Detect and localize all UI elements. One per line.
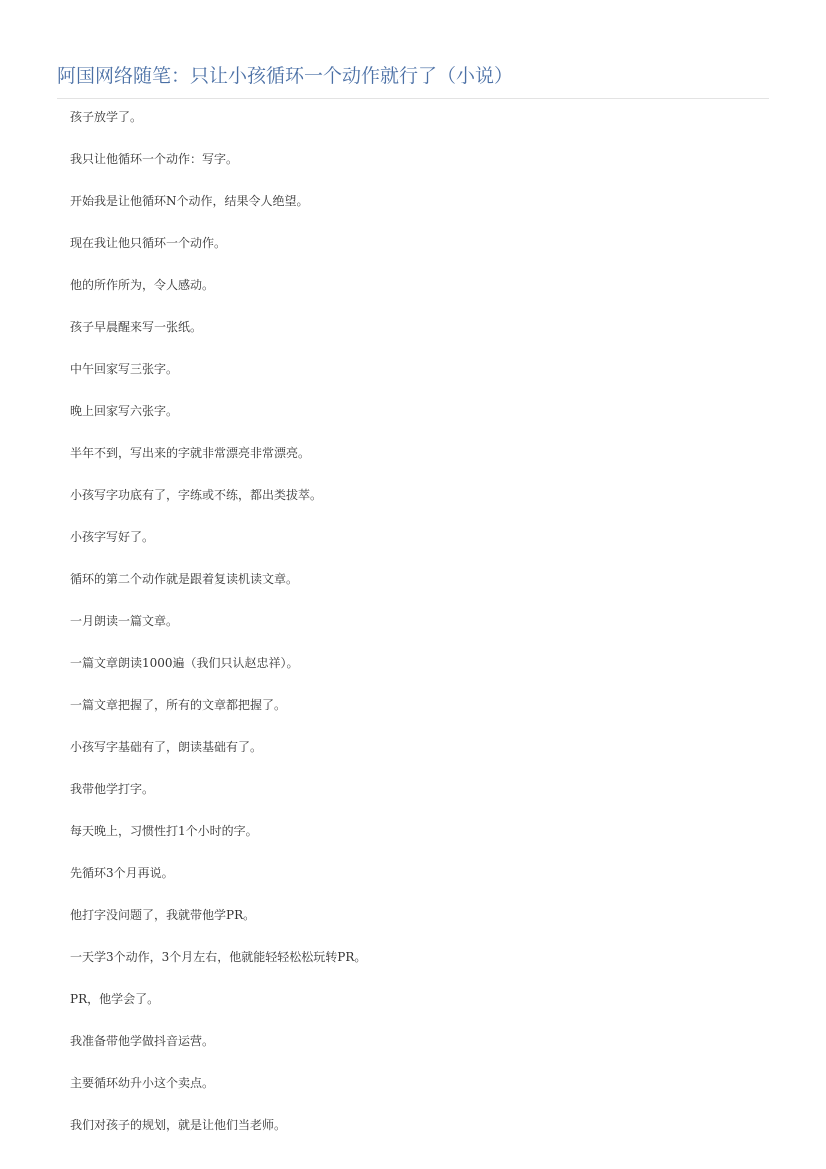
paragraph: 我准备带他学做抖音运营。 bbox=[70, 1034, 215, 1048]
paragraph: 循环的第二个动作就是跟着复读机读文章。 bbox=[70, 572, 299, 586]
paragraph: 小孩写字功底有了，字练或不练，都出类拔萃。 bbox=[70, 488, 323, 502]
paragraph: 一篇文章朗读1000遍（我们只认赵忠祥）。 bbox=[70, 656, 299, 670]
title-divider bbox=[57, 98, 769, 99]
paragraph: 一月朗读一篇文章。 bbox=[70, 614, 179, 628]
paragraph: 我只让他循环一个动作：写字。 bbox=[70, 152, 239, 166]
paragraph: 小孩字写好了。 bbox=[70, 530, 155, 544]
paragraph: 现在我让他只循环一个动作。 bbox=[70, 236, 227, 250]
paragraph: 他的所作所为，令人感动。 bbox=[70, 278, 215, 292]
paragraph: 一篇文章把握了，所有的文章都把握了。 bbox=[70, 698, 287, 712]
paragraph: 先循环3个月再说。 bbox=[70, 866, 174, 880]
paragraph: 主要循环幼升小这个卖点。 bbox=[70, 1076, 215, 1090]
paragraph: 半年不到，写出来的字就非常漂亮非常漂亮。 bbox=[70, 446, 311, 460]
paragraph: 他打字没问题了，我就带他学PR。 bbox=[70, 908, 256, 922]
paragraph: PR，他学会了。 bbox=[70, 992, 160, 1006]
paragraph: 我们对孩子的规划，就是让他们当老师。 bbox=[70, 1118, 287, 1132]
paragraph: 中午回家写三张字。 bbox=[70, 362, 179, 376]
paragraph: 开始我是让他循环N个动作，结果令人绝望。 bbox=[70, 194, 309, 208]
paragraph: 孩子早晨醒来写一张纸。 bbox=[70, 320, 203, 334]
paragraph: 一天学3个动作，3个月左右，他就能轻轻松松玩转PR。 bbox=[70, 950, 367, 964]
paragraph: 小孩写字基础有了，朗读基础有了。 bbox=[70, 740, 263, 754]
article-title: 阿国网络随笔：只让小孩循环一个动作就行了（小说） bbox=[57, 65, 514, 87]
article-body bbox=[70, 108, 760, 1158]
paragraph: 孩子放学了。 bbox=[70, 110, 143, 124]
paragraph: 每天晚上，习惯性打1个小时的字。 bbox=[70, 824, 258, 838]
paragraph: 我带他学打字。 bbox=[70, 782, 155, 796]
paragraph: 晚上回家写六张字。 bbox=[70, 404, 179, 418]
